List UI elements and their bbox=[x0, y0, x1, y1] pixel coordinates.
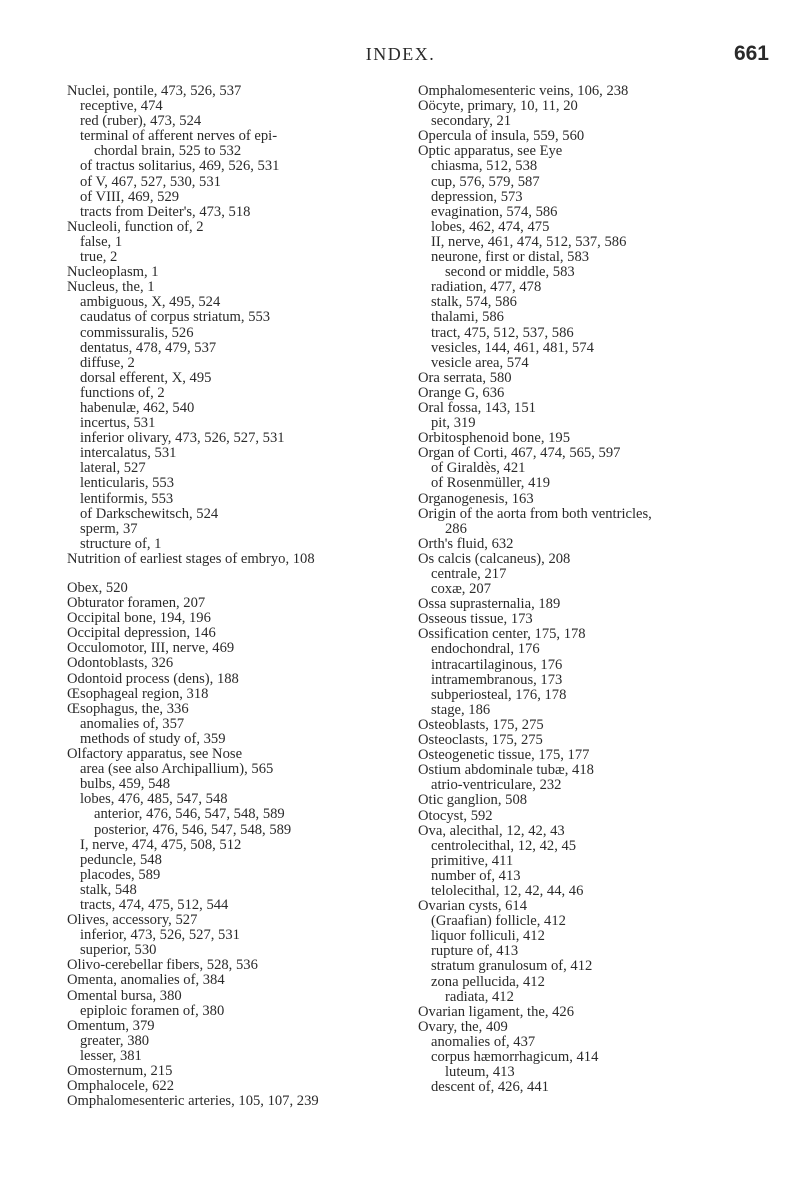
index-subentry: atrio-ventriculare, 232 bbox=[431, 777, 562, 794]
index-subentry: stage, 186 bbox=[431, 701, 491, 718]
index-subentry: 286 bbox=[445, 520, 467, 537]
index-entry: Œsophagus, the, 336 bbox=[67, 700, 189, 717]
index-subentry: radiata, 412 bbox=[445, 988, 514, 1005]
index-subentry: superior, 530 bbox=[80, 942, 157, 959]
index-subentry: stratum granulosum of, 412 bbox=[431, 958, 593, 975]
index-subentry: corpus hæmorrhagicum, 414 bbox=[431, 1049, 599, 1065]
index-subentry: vesicle area, 574 bbox=[431, 354, 529, 371]
index-subentry: area (see also Archipallium), 565 bbox=[80, 761, 274, 778]
index-entry: Omosternum, 215 bbox=[67, 1063, 173, 1079]
index-subentry: secondary, 21 bbox=[431, 113, 512, 130]
index-subentry: lateral, 527 bbox=[80, 460, 146, 477]
index-subentry: epiploic foramen of, 380 bbox=[80, 1002, 225, 1019]
index-subentry: methods of study of, 359 bbox=[80, 730, 226, 747]
index-subentry: sperm, 37 bbox=[80, 520, 138, 537]
index-entry: Olivo-cerebellar fibers, 528, 536 bbox=[67, 957, 258, 974]
index-subentry: false, 1 bbox=[80, 233, 123, 250]
index-subentry: dorsal efferent, X, 495 bbox=[80, 369, 212, 386]
index-subentry: stalk, 548 bbox=[80, 881, 137, 898]
running-title: INDEX. bbox=[365, 44, 436, 64]
index-subentry: caudatus of corpus striatum, 553 bbox=[80, 309, 271, 326]
index-entry: Nucleoplasm, 1 bbox=[67, 264, 159, 281]
index-subentry: primitive, 411 bbox=[431, 852, 514, 869]
index-subentry: pit, 319 bbox=[431, 415, 476, 432]
index-entry: Omphalomesenteric arteries, 105, 107, 239 bbox=[67, 1093, 319, 1110]
index-entry: Occipital depression, 146 bbox=[67, 625, 216, 642]
index-subentry: subperiosteal, 176, 178 bbox=[431, 686, 567, 703]
index-entry: Organogenesis, 163 bbox=[418, 490, 534, 507]
index-subentry: anomalies of, 437 bbox=[431, 1033, 536, 1050]
index-entry: Oöcyte, primary, 10, 11, 20 bbox=[418, 98, 578, 115]
index-subentry: second or middle, 583 bbox=[445, 264, 575, 281]
index-subentry: I, nerve, 474, 475, 508, 512 bbox=[80, 836, 242, 853]
index-subentry: of V, 467, 527, 530, 531 bbox=[80, 173, 221, 190]
index-entry: Occulomotor, III, nerve, 469 bbox=[67, 640, 235, 657]
index-subentry: tract, 475, 512, 537, 586 bbox=[431, 324, 574, 341]
index-entry: Orth's fluid, 632 bbox=[418, 535, 514, 552]
index-subentry: bulbs, 459, 548 bbox=[80, 776, 170, 793]
section-gap bbox=[67, 567, 427, 581]
index-subentry: true, 2 bbox=[80, 249, 118, 266]
index-entry: Obex, 520 bbox=[67, 580, 128, 596]
index-entry: Ostium abdominale tubæ, 418 bbox=[418, 762, 594, 779]
index-subentry: chiasma, 512, 538 bbox=[431, 158, 538, 175]
index-subentry: II, nerve, 461, 474, 512, 537, 586 bbox=[431, 233, 627, 250]
index-entry: Nucleus, the, 1 bbox=[67, 279, 155, 296]
index-subentry: tracts from Deiter's, 473, 518 bbox=[80, 203, 251, 220]
index-entry: Omenta, anomalies of, 384 bbox=[67, 972, 225, 989]
index-subentry: luteum, 413 bbox=[445, 1064, 515, 1081]
index-entry: Olfactory apparatus, see Nose bbox=[67, 746, 243, 763]
index-subentry: lentiformis, 553 bbox=[80, 490, 174, 507]
index-entry: Ora serrata, 580 bbox=[418, 369, 512, 386]
index-entry: Nucleoli, function of, 2 bbox=[67, 218, 204, 235]
index-subentry: of tractus solitarius, 469, 526, 531 bbox=[80, 158, 280, 175]
index-subentry: stalk, 574, 586 bbox=[431, 294, 517, 311]
index-subentry: of Rosenmüller, 419 bbox=[431, 475, 550, 492]
index-entry: Obturator foramen, 207 bbox=[67, 595, 206, 612]
index-entry: Orbitosphenoid bone, 195 bbox=[418, 430, 571, 447]
index-subentry: posterior, 476, 546, 547, 548, 589 bbox=[94, 821, 292, 838]
index-subentry: greater, 380 bbox=[80, 1032, 150, 1049]
index-entry: Organ of Corti, 467, 474, 565, 597 bbox=[418, 445, 621, 462]
index-subentry: terminal of afferent nerves of epi- bbox=[80, 128, 278, 145]
index-subentry: telolecithal, 12, 42, 44, 46 bbox=[431, 882, 584, 899]
index-subentry: placodes, 589 bbox=[80, 866, 161, 883]
index-subentry: of VIII, 469, 529 bbox=[80, 188, 180, 205]
index-entry: Oral fossa, 143, 151 bbox=[418, 399, 536, 416]
index-entry: Ovarian cysts, 614 bbox=[418, 898, 528, 915]
index-entry: Odontoid process (dens), 188 bbox=[67, 670, 239, 687]
index-subentry: of Darkschewitsch, 524 bbox=[80, 505, 219, 522]
index-entry: Nuclei, pontile, 473, 526, 537 bbox=[67, 83, 242, 99]
index-subentry: anterior, 476, 546, 547, 548, 589 bbox=[94, 806, 285, 823]
index-subentry: liquor folliculi, 412 bbox=[431, 928, 545, 945]
index-subentry: lobes, 476, 485, 547, 548 bbox=[80, 791, 228, 808]
index-subentry: incertus, 531 bbox=[80, 415, 156, 432]
index-entry: Nutrition of earliest stages of embryo, 108 bbox=[67, 550, 315, 567]
index-subentry: neurone, first or distal, 583 bbox=[431, 249, 590, 266]
index-entry: Ova, alecithal, 12, 42, 43 bbox=[418, 822, 565, 839]
index-entry: Omental bursa, 380 bbox=[67, 987, 182, 1004]
index-entry: Omphalomesenteric veins, 106, 238 bbox=[418, 83, 629, 99]
index-entry: Origin of the aorta from both ventricles, bbox=[418, 505, 652, 522]
index-subentry: endochondral, 176 bbox=[431, 641, 540, 658]
index-subentry: vesicles, 144, 461, 481, 574 bbox=[431, 339, 594, 356]
index-entry: Occipital bone, 194, 196 bbox=[67, 610, 211, 627]
index-subentry: lobes, 462, 474, 475 bbox=[431, 218, 550, 235]
index-column-right bbox=[418, 84, 793, 1095]
index-entry: Osteogenetic tissue, 175, 177 bbox=[418, 747, 590, 764]
index-subentry: of Giraldès, 421 bbox=[431, 460, 526, 477]
index-subentry: inferior, 473, 526, 527, 531 bbox=[80, 927, 240, 944]
index-entry: Osteoblasts, 175, 275 bbox=[418, 716, 544, 733]
index-subentry: rupture of, 413 bbox=[431, 943, 519, 960]
index-subentry: diffuse, 2 bbox=[80, 354, 135, 371]
index-subentry: habenulæ, 462, 540 bbox=[80, 399, 195, 416]
index-subentry: intracartilaginous, 176 bbox=[431, 656, 563, 673]
index-subentry: dentatus, 478, 479, 537 bbox=[80, 339, 217, 356]
index-column-left bbox=[67, 84, 427, 1109]
index-entry: Œsophageal region, 318 bbox=[67, 685, 209, 702]
index-entry: Odontoblasts, 326 bbox=[67, 655, 174, 672]
index-subentry: depression, 573 bbox=[431, 188, 523, 205]
index-subentry: evagination, 574, 586 bbox=[431, 203, 558, 220]
index-entry: Ovarian ligament, the, 426 bbox=[418, 1003, 575, 1020]
index-subentry: inferior olivary, 473, 526, 527, 531 bbox=[80, 430, 285, 447]
index-subentry: anomalies of, 357 bbox=[80, 715, 185, 732]
index-entry: Otocyst, 592 bbox=[418, 807, 493, 824]
index-subentry: chordal brain, 525 to 532 bbox=[94, 143, 242, 160]
index-subentry: tracts, 474, 475, 512, 544 bbox=[80, 896, 229, 913]
index-entry: Ovary, the, 409 bbox=[418, 1018, 508, 1035]
index-entry: Optic apparatus, see Eye bbox=[418, 143, 563, 160]
index-subentry: lenticularis, 553 bbox=[80, 475, 175, 492]
index-subentry: lesser, 381 bbox=[80, 1047, 142, 1064]
index-subentry: cup, 576, 579, 587 bbox=[431, 173, 540, 190]
index-subentry: ambiguous, X, 495, 524 bbox=[80, 294, 221, 311]
index-entry: Omphalocele, 622 bbox=[67, 1078, 174, 1095]
index-subentry: red (ruber), 473, 524 bbox=[80, 113, 202, 130]
index-subentry: commissuralis, 526 bbox=[80, 324, 194, 341]
index-entry: Ossa suprasternalia, 189 bbox=[418, 596, 561, 613]
index-entry: Omentum, 379 bbox=[67, 1017, 155, 1034]
index-entry: Ossification center, 175, 178 bbox=[418, 626, 586, 643]
index-subentry: receptive, 474 bbox=[80, 98, 163, 115]
index-subentry: structure of, 1 bbox=[80, 535, 162, 552]
index-subentry: zona pellucida, 412 bbox=[431, 973, 545, 990]
index-subentry: (Graafian) follicle, 412 bbox=[431, 913, 566, 930]
index-entry: Otic ganglion, 508 bbox=[418, 792, 528, 809]
index-entry: Osteoclasts, 175, 275 bbox=[418, 732, 543, 749]
index-entry: Orange G, 636 bbox=[418, 384, 505, 401]
index-subentry: descent of, 426, 441 bbox=[431, 1079, 549, 1096]
index-subentry: centrale, 217 bbox=[431, 566, 507, 582]
index-subentry: radiation, 477, 478 bbox=[431, 279, 542, 296]
page-header bbox=[0, 44, 801, 70]
index-subentry: functions of, 2 bbox=[80, 384, 165, 401]
page-number: 661 bbox=[733, 42, 769, 65]
index-subentry: centrolecithal, 12, 42, 45 bbox=[431, 837, 577, 854]
index-entry: Opercula of insula, 559, 560 bbox=[418, 128, 585, 145]
index-entry: Olives, accessory, 527 bbox=[67, 912, 198, 929]
index-subentry: intercalatus, 531 bbox=[80, 445, 177, 462]
index-subentry: coxæ, 207 bbox=[431, 581, 491, 598]
index-subentry: peduncle, 548 bbox=[80, 851, 162, 868]
index-subentry: intramembranous, 173 bbox=[431, 671, 563, 688]
index-entry: Osseous tissue, 173 bbox=[418, 611, 533, 628]
index-subentry: thalami, 586 bbox=[431, 309, 504, 326]
index-entry: Os calcis (calcaneus), 208 bbox=[418, 550, 571, 567]
index-subentry: number of, 413 bbox=[431, 867, 521, 884]
